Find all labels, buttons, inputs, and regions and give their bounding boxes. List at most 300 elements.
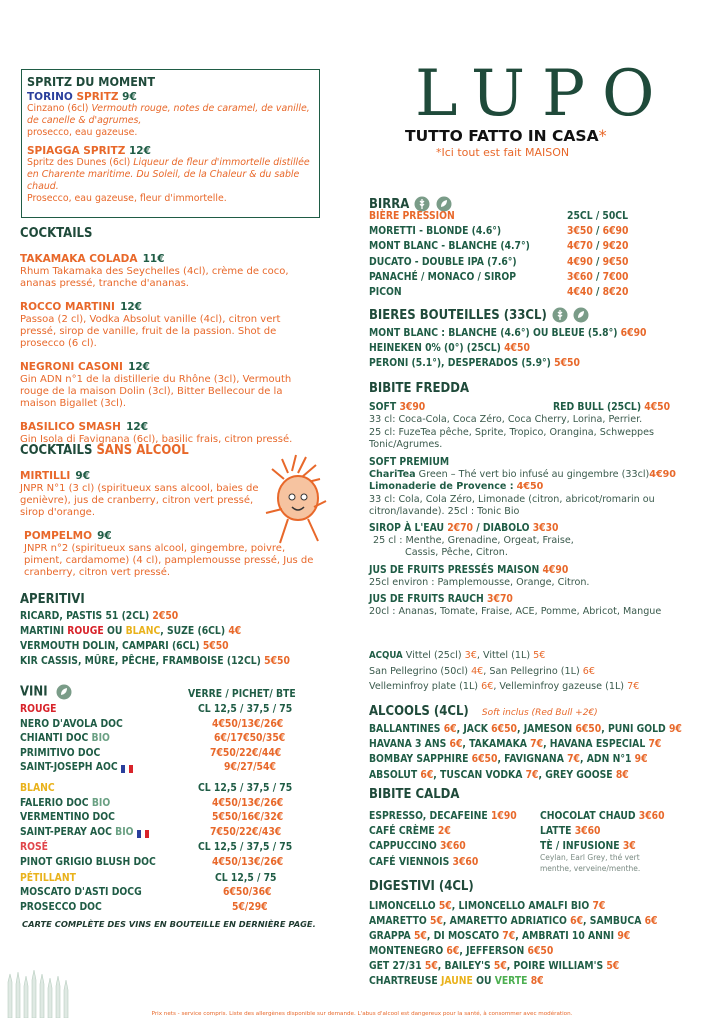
beer-price-25: 3€60 bbox=[567, 270, 593, 283]
alcool-name: BALLANTINES bbox=[369, 723, 444, 735]
vini-petillant-size: CL 12,5 / 75 bbox=[215, 871, 277, 884]
digestivo-name: , DI MOSCATO bbox=[426, 930, 503, 943]
vini-group-blanc bbox=[20, 781, 310, 796]
bouteille-row bbox=[369, 341, 646, 356]
calda-right bbox=[540, 809, 665, 855]
alcool-name: , TAKAMAKA bbox=[462, 738, 531, 751]
wine-row bbox=[20, 731, 310, 746]
wine-price: 4€50/13€/26€ bbox=[212, 855, 284, 868]
leaf-icon bbox=[56, 684, 72, 700]
soft-price: 3€90 bbox=[399, 401, 426, 413]
digestivo-name: , POIRE WILLIAM'S bbox=[506, 960, 607, 973]
calda-title: BIBITE CALDA bbox=[369, 787, 460, 802]
logo bbox=[405, 57, 672, 131]
cocktail-price: 12€ bbox=[120, 301, 142, 313]
aperitivi-section bbox=[20, 592, 320, 669]
rauch-label: JUS DE FRUITS RAUCH bbox=[369, 593, 484, 605]
wine-bio: BIO bbox=[115, 825, 134, 838]
mocktail-price: 9€ bbox=[75, 470, 91, 482]
bouteille-price: 5€50 bbox=[554, 357, 580, 369]
aperitivi-price: 2€50 bbox=[152, 610, 179, 622]
leaf-icon bbox=[573, 307, 589, 323]
presses-desc: 25cl environ : Pamplemousse, Orange, Citron. bbox=[369, 576, 590, 588]
spiaggia-desc-plain: Spritz des Dunes (6cl) bbox=[27, 157, 131, 168]
beer-row: PICON 4€40 / 8€20 bbox=[369, 286, 629, 299]
acqua-row bbox=[369, 664, 639, 680]
wine-price: 9€/27/54€ bbox=[224, 761, 276, 774]
alcool-price: 6€ bbox=[449, 738, 463, 751]
aperitivi-price: 4€ bbox=[228, 625, 242, 637]
beer-price-25: 3€50 bbox=[567, 225, 593, 238]
beer-price-25: 4€70 bbox=[567, 240, 593, 253]
wine-name: NERO D'AVOLA DOC bbox=[20, 717, 123, 730]
mocktail-price: 9€ bbox=[97, 530, 112, 542]
wine-bio: BIO bbox=[91, 796, 111, 809]
digestivi-line bbox=[369, 974, 658, 989]
wine-row bbox=[20, 900, 310, 915]
calda-left bbox=[369, 809, 517, 870]
wine-price: 7€50/22€/44€ bbox=[210, 746, 282, 759]
alcool-price: 7€ bbox=[567, 753, 580, 766]
limo-desc: 33 cl: Cola, Cola Zéro, Limonade (citron, abricot/romarin ou citron/lavande). 25cl : Tonic Bio bbox=[369, 493, 655, 517]
digestivo-name: LIMONCELLO bbox=[369, 900, 439, 912]
mocktail-desc: JNPR N°1 (3 cl) (spiritueux sans alcool, baies de genièvre), jus de cranberry, citron vert pressé, sirop d'orange. bbox=[20, 483, 259, 518]
soft-row bbox=[369, 400, 709, 414]
sirop-price: 2€70 bbox=[447, 521, 474, 534]
alcool-price: 6€50 bbox=[491, 723, 517, 735]
beer-row: PANACHÉ / MONACO / SIROP 3€60 / 7€00 bbox=[369, 270, 629, 283]
alcool-price: 6€50 bbox=[471, 753, 498, 766]
beer-name: MORETTI - BLONDE (4.6°) bbox=[369, 225, 502, 238]
wine-row bbox=[20, 855, 310, 870]
calda-row bbox=[540, 809, 665, 824]
digestivo-name: , AMARETTO ADRIATICO bbox=[442, 915, 571, 928]
vini-rose-size: CL 12,5 / 37,5 / 75 bbox=[198, 841, 293, 854]
redbull-price: 4€50 bbox=[644, 401, 671, 413]
charitea-row bbox=[369, 469, 709, 482]
aperitivi-price: 5€50 bbox=[264, 655, 290, 667]
cocktail-item bbox=[20, 415, 310, 446]
digestivo-ou: OU bbox=[472, 975, 495, 988]
bouteille-text: PERONI (5.1°), DESPERADOS (5.9°) bbox=[369, 357, 551, 369]
mocktail-desc: JNPR n°2 (spiritueux sans alcool, gingembre, poivre, piment, cardamome) (4 cl), pamplemousse pressé, Jus de cranberry, citron vert pressé. bbox=[24, 543, 314, 578]
vini-group-petillant bbox=[20, 871, 310, 886]
beer-price-50: 6€90 bbox=[602, 225, 629, 238]
alcool-name: , ADN N°1 bbox=[580, 753, 635, 766]
alcool-name: , PUNI GOLD bbox=[601, 723, 669, 735]
sirop-label: SIROP À L'EAU bbox=[369, 521, 444, 534]
acqua-row bbox=[369, 679, 639, 695]
calda-name: CAFÉ VIENNOIS bbox=[369, 855, 453, 868]
vini-note: CARTE COMPLÈTE DES VINS EN BOUTEILLE EN DERNIÈRE PAGE. bbox=[22, 919, 316, 929]
alcools-note: Soft inclus (Red Bull +2€) bbox=[481, 708, 598, 718]
logo-name: LUPO bbox=[415, 57, 672, 131]
wine-name: PRIMITIVO DOC bbox=[20, 746, 101, 759]
calda-row bbox=[369, 839, 517, 854]
digestivo-price: 8€ bbox=[527, 975, 544, 988]
wine-name: MOSCATO D'ASTI DOCG bbox=[20, 886, 142, 899]
beer-name: DUCATO - DOUBLE IPA (7.6°) bbox=[369, 255, 517, 268]
charitea-desc: Green – Thé vert bio infusé au gingembre (33cl) bbox=[415, 468, 650, 480]
wine-row bbox=[20, 796, 310, 811]
digestivi-line bbox=[369, 959, 658, 974]
digestivo-name: , SAMBUCA bbox=[583, 915, 645, 928]
wine-name: SAINT-PERAY AOC bbox=[20, 825, 112, 838]
acqua-item: , San Pellegrino (1L) bbox=[483, 665, 580, 677]
alcool-price: 9€ bbox=[634, 753, 648, 766]
spiaggia-price: 12€ bbox=[129, 145, 151, 157]
cocktail-desc: Gin Isola di Favignana (6cl), basilic frais, citron pressé. bbox=[20, 434, 293, 445]
alcool-price: 9€ bbox=[668, 723, 682, 735]
digestivo-price: 5€ bbox=[430, 915, 443, 928]
calda-price: 3€ bbox=[622, 840, 636, 853]
calda-price: 3€60 bbox=[439, 840, 466, 853]
tagline-star: * bbox=[598, 126, 607, 145]
vini-blanc-label: BLANC bbox=[20, 781, 55, 794]
aperitivi-price: 5€50 bbox=[202, 640, 229, 652]
beer-price-50: 9€50 bbox=[602, 255, 629, 268]
calda-row bbox=[369, 855, 517, 870]
beer-name: PICON bbox=[369, 286, 402, 299]
digestivo-name: , LIMONCELLO AMALFI BIO bbox=[451, 900, 593, 912]
aperitivi-text: RICARD, PASTIS 51 (2CL) bbox=[20, 610, 150, 622]
premium-label: SOFT PREMIUM bbox=[369, 455, 450, 468]
sans-alcool-title2: SANS ALCOOL bbox=[96, 443, 189, 458]
alcools-title bbox=[369, 700, 598, 719]
alcools-line bbox=[369, 752, 682, 767]
calda-price: 1€90 bbox=[490, 810, 517, 822]
rauch-row bbox=[369, 592, 709, 606]
soft-label: SOFT bbox=[369, 401, 397, 413]
torino-desc-plain: Cinzano (6cl) bbox=[27, 103, 89, 114]
wine-name: VERMENTINO DOC bbox=[20, 811, 115, 824]
wine-row bbox=[20, 825, 310, 840]
sirop-desc2: Cassis, Pêche, Citron. bbox=[405, 547, 508, 558]
aperitivi-line bbox=[20, 624, 320, 639]
alcool-price: 8€ bbox=[615, 768, 629, 781]
wine-row bbox=[20, 746, 310, 761]
vini-blanc-size: CL 12,5 / 37,5 / 75 bbox=[198, 781, 293, 794]
vini-group-rose bbox=[20, 840, 310, 855]
vini-header: VERRE / PICHET/ BTE bbox=[188, 688, 296, 700]
bouteilles-title bbox=[369, 304, 589, 323]
alcool-name: ABSOLUT bbox=[369, 768, 421, 781]
digestivo-price: 7€ bbox=[592, 900, 606, 912]
cocktail-desc: Passoa (2 cl), Vodka Absolut vanille (4cl), citron vert pressé, sirop de vanille, fruit de la passion. Shot de prosecco (6 cl). bbox=[20, 314, 281, 349]
beer-price-50: 7€00 bbox=[602, 270, 629, 283]
birra-title-text: BIRRA bbox=[369, 197, 410, 212]
calda-name: ESPRESSO, DECAFEINE bbox=[369, 810, 491, 822]
birra-cols: 25CL / 50CL bbox=[567, 210, 629, 222]
redbull-label: RED BULL (25CL) bbox=[553, 401, 642, 413]
digestivo-price: 6€50 bbox=[527, 945, 554, 958]
beer-name: PANACHÉ / MONACO / SIROP bbox=[369, 270, 517, 283]
aperitivi-line bbox=[20, 654, 320, 669]
spiaggia-desc2: Prosecco, eau gazeuse, fleur d'immortelle. bbox=[27, 193, 227, 204]
birra-list bbox=[369, 209, 699, 300]
torino-price: 9€ bbox=[122, 91, 137, 103]
vini-title bbox=[20, 684, 72, 700]
alcool-name: , HAVANA ESPECIAL bbox=[543, 738, 649, 751]
vini-rouge-label: ROUGE bbox=[20, 703, 57, 715]
soft-desc2: 25 cl: FuzeTea pêche, Sprite, Tropico, Orangina, Schweppes Tonic/Agrumes. bbox=[369, 426, 655, 450]
torino-desc2: prosecco, eau gazeuse. bbox=[27, 127, 138, 138]
cocktail-name: NEGRONI CASONI bbox=[20, 361, 123, 373]
beer-name: MONT BLANC - BLANCHE (4.7°) bbox=[369, 240, 530, 253]
acqua-price: 5€ bbox=[533, 650, 546, 661]
mascot-illustration bbox=[262, 453, 332, 563]
digestivo-price: 9€ bbox=[617, 930, 631, 943]
digestivo-name: GRAPPA bbox=[369, 930, 414, 943]
digestivo-name: , AMBRATI 10 ANNI bbox=[515, 930, 618, 943]
cocktail-price: 12€ bbox=[128, 361, 150, 373]
aperitivi-blanc: BLANC bbox=[125, 625, 161, 637]
spritz-title: SPRITZ DU MOMENT bbox=[27, 74, 156, 89]
aperitivi-line bbox=[20, 609, 320, 624]
acqua-label: ACQUA bbox=[369, 650, 403, 661]
wine-row bbox=[20, 810, 310, 825]
wine-bio: BIO bbox=[91, 732, 110, 745]
alcool-price: 7€ bbox=[530, 738, 544, 751]
acqua-price: 3€ bbox=[464, 650, 477, 661]
alcool-name: , JACK bbox=[456, 723, 492, 735]
birra-sub: BIÈRE PRESSION bbox=[369, 210, 455, 222]
birra-header-row bbox=[369, 209, 699, 224]
calda-price: 2€ bbox=[437, 825, 451, 838]
diabolo-price: 3€30 bbox=[532, 521, 559, 534]
acqua-item: San Pellegrino (50cl) bbox=[369, 665, 469, 677]
cocktails-title: COCKTAILS bbox=[20, 226, 93, 241]
wine-row bbox=[20, 885, 310, 900]
rauch-price: 3€70 bbox=[487, 593, 513, 605]
french-flag-icon bbox=[137, 828, 149, 836]
bouteille-price: 4€50 bbox=[504, 342, 530, 354]
beer-price-50: 9€20 bbox=[602, 240, 629, 253]
cocktail-name: TAKAMAKA COLADA bbox=[20, 253, 138, 265]
sans-alcool-title1: COCKTAILS bbox=[20, 443, 93, 458]
bouteille-text: MONT BLANC : BLANCHE (4.6°) OU BLEUE (5.8°) bbox=[369, 327, 618, 339]
diabolo-label: / DIABOLO bbox=[473, 521, 533, 534]
alcool-name: BOMBAY SAPPHIRE bbox=[369, 753, 472, 766]
digestivi-line bbox=[369, 929, 658, 944]
acqua-item: , Vittel (1L) bbox=[476, 650, 531, 661]
acqua-price: 4€ bbox=[471, 665, 484, 677]
soft-desc1: 33 cl: Coca-Cola, Coca Zéro, Coca Cherry, Lorina, Perrier. bbox=[369, 414, 643, 425]
calda-name: TÈ / INFUSIONE bbox=[540, 840, 623, 853]
aperitivi-rouge: ROUGE bbox=[67, 625, 104, 637]
wine-price: 6€50/36€ bbox=[223, 886, 272, 899]
beer-price-25: 4€90 bbox=[567, 255, 593, 268]
torino-desc bbox=[27, 103, 312, 139]
digestivi-line bbox=[369, 944, 658, 959]
cocktail-item bbox=[20, 355, 310, 410]
wine-row bbox=[20, 760, 310, 775]
calda-price: 3€60 bbox=[574, 825, 601, 838]
beer-row: MONT BLANC - BLANCHE (4.7°) 4€70 / 9€20 bbox=[369, 240, 629, 253]
cocktail-price: 12€ bbox=[126, 421, 148, 433]
acqua-section bbox=[369, 648, 639, 695]
wine-price: 5€/29€ bbox=[232, 900, 268, 913]
wine-price: 4€50/13€/26€ bbox=[212, 796, 284, 809]
acqua-item: Velleminfroy plate (1L) bbox=[369, 681, 479, 692]
alcools-title-text: ALCOOLS (4CL) bbox=[369, 704, 469, 719]
alcool-name: HAVANA 3 ANS bbox=[369, 738, 450, 751]
calda-row bbox=[369, 809, 517, 824]
sirop-row bbox=[369, 521, 709, 535]
spritz-section bbox=[27, 74, 312, 205]
acqua-item: , Velleminfroy gazeuse (1L) bbox=[493, 681, 625, 692]
vini-group-rouge bbox=[20, 702, 310, 717]
presses-label: JUS DE FRUITS PRESSÉS MAISON bbox=[369, 563, 540, 576]
cocktail-desc: Rhum Takamaka des Seychelles (4cl), crème de coco, ananas pressé, tranche d'ananas. bbox=[20, 266, 289, 289]
wine-price: 6€/17€50/35€ bbox=[214, 732, 286, 745]
alcool-name: , GREY GOOSE bbox=[538, 768, 616, 781]
bouteille-price: 6€90 bbox=[620, 327, 647, 339]
wine-name: FALERIO DOC bbox=[20, 796, 89, 809]
presses-price: 4€90 bbox=[542, 563, 569, 576]
wine-name: SAINT-JOSEPH AOC bbox=[20, 761, 118, 774]
acqua-price: 6€ bbox=[481, 681, 494, 692]
alcools-line bbox=[369, 737, 682, 752]
presses-row bbox=[369, 563, 709, 577]
cocktail-item bbox=[20, 247, 310, 290]
calda-name: CAFÉ CRÈME bbox=[369, 825, 438, 838]
digestivo-price: 6€ bbox=[570, 915, 584, 928]
aperitivi-title: APERITIVI bbox=[20, 592, 85, 607]
tea-desc: Ceylan, Earl Grey, thé vert menthe, verveine/menthe. bbox=[540, 853, 641, 873]
wine-price: 4€50/13€/26€ bbox=[212, 717, 284, 730]
tagline-text: TUTTO FATTO IN CASA bbox=[405, 127, 599, 145]
fredda-section bbox=[369, 400, 709, 619]
limo-row bbox=[369, 481, 709, 494]
alcool-name: , FAVIGNANA bbox=[497, 753, 568, 766]
torino-desc-italic: Vermouth rouge, notes de caramel, de vanille, de canelle & d'agrumes, bbox=[27, 103, 310, 126]
cocktail-price: 11€ bbox=[142, 253, 165, 265]
wine-name: CHIANTI DOC bbox=[20, 732, 89, 745]
spiaggia-line bbox=[27, 145, 312, 157]
torino-line bbox=[27, 91, 312, 103]
digestivo-name: AMARETTO bbox=[369, 915, 430, 928]
wine-price: 7€50/22€/43€ bbox=[210, 825, 282, 838]
digestivo-price: 5€ bbox=[438, 900, 452, 912]
alcool-price: 6€ bbox=[443, 723, 457, 735]
alcools-line bbox=[369, 722, 682, 737]
wine-price: 5€50/16€/32€ bbox=[212, 811, 284, 824]
sirop-desc: 25 cl : Menthe, Grenadine, Orgeat, Fraise, bbox=[373, 534, 574, 546]
charitea-price: 4€90 bbox=[649, 468, 676, 480]
aperitivi-text: KIR CASSIS, MÛRE, PÊCHE, FRAMBOISE (12CL) bbox=[20, 655, 261, 667]
acqua-row bbox=[369, 648, 639, 664]
bouteille-text: HEINEKEN 0% (0°) (25CL) bbox=[369, 342, 501, 354]
beer-price-50: 8€20 bbox=[602, 286, 629, 299]
digestivo-verte: VERTE bbox=[494, 975, 528, 988]
subtag: *Ici tout est fait MAISON bbox=[436, 146, 570, 159]
vini-list bbox=[20, 702, 310, 914]
alcools-list bbox=[369, 722, 682, 783]
digestivo-name: CHARTREUSE bbox=[369, 975, 441, 988]
calda-price: 3€60 bbox=[638, 810, 665, 822]
mocktail-item bbox=[20, 464, 260, 519]
cocktail-name: BASILICO SMASH bbox=[20, 421, 121, 433]
charitea-name: ChariTea bbox=[369, 468, 416, 480]
digestivo-name: , BAILEY'S bbox=[437, 960, 494, 973]
calda-name: CAPPUCCINO bbox=[369, 840, 440, 853]
cocktails-section bbox=[20, 226, 310, 446]
vini-title-text: VINI bbox=[20, 684, 48, 700]
mocktail-name: MIRTILLI bbox=[20, 470, 71, 482]
alcools-line bbox=[369, 768, 682, 783]
calda-row bbox=[369, 824, 517, 839]
acqua-price: 6€ bbox=[582, 665, 595, 677]
alcool-name: , TUSCAN VODKA bbox=[433, 768, 526, 781]
calda-name: LATTE bbox=[540, 825, 575, 838]
limo-price: 4€50 bbox=[516, 481, 544, 492]
calda-row bbox=[540, 824, 665, 839]
digestivi-line bbox=[369, 899, 658, 914]
digestivo-name: , JEFFERSON bbox=[459, 945, 528, 958]
mocktail-name: POMPELMO bbox=[24, 530, 93, 542]
bouteille-row bbox=[369, 356, 646, 371]
alcool-price: 7€ bbox=[525, 768, 539, 781]
aperitivi-text: VERMOUTH DOLIN, CAMPARI (6CL) bbox=[20, 640, 200, 652]
rauch-desc: 20cl : Ananas, Tomate, Fraise, ACE, Pomme, Abricot, Mangue bbox=[369, 606, 662, 617]
french-flag-icon bbox=[121, 763, 133, 771]
cocktail-item bbox=[20, 295, 310, 350]
aperitivi-line bbox=[20, 639, 320, 654]
digestivi-line bbox=[369, 914, 658, 929]
aperitivi-text2: , SUZE (6CL) bbox=[160, 625, 226, 637]
beer-row: DUCATO - DOUBLE IPA (7.6°) 4€90 / 9€50 bbox=[369, 255, 629, 268]
wine-name: PINOT GRIGIO BLUSH DOC bbox=[20, 855, 156, 868]
cocktail-name: ROCCO MARTINI bbox=[20, 301, 115, 313]
bouteille-row bbox=[369, 326, 646, 341]
vini-petillant-label: PÉTILLANT bbox=[20, 871, 76, 884]
alcool-name: , JAMESON bbox=[516, 723, 576, 735]
digestivo-price: 6€ bbox=[446, 945, 460, 958]
alcool-price: 6€ bbox=[420, 768, 434, 781]
digestivo-price: 5€ bbox=[606, 960, 620, 973]
torino-name: TORINO bbox=[27, 91, 73, 103]
wine-row bbox=[20, 717, 310, 732]
spiaggia-desc bbox=[27, 157, 312, 205]
vini-rouge-size: CL 12,5 / 37,5 / 75 bbox=[198, 703, 293, 715]
wheat-icon bbox=[552, 307, 568, 323]
beer-row: MORETTI - BLONDE (4.6°) 3€50 / 6€90 bbox=[369, 225, 629, 238]
digestivi-title: DIGESTIVI (4CL) bbox=[369, 879, 474, 894]
acqua-item: Vittel (25cl) bbox=[402, 650, 462, 661]
cocktail-desc: Gin ADN n°1 de la distillerie du Rhône (3cl), Vermouth rouge de la maison Dolin (3cl), Bitter Bellecour de la maison Bigallet (3cl). bbox=[20, 374, 292, 409]
digestivo-name: MONTENEGRO bbox=[369, 945, 447, 958]
acqua-price: 7€ bbox=[627, 681, 640, 692]
torino-name2: SPRITZ bbox=[76, 91, 119, 103]
footer-note: Prix nets - service compris. Liste des allergènes disponible sur demande. L'abus d'alcool est dangereux pour la santé, à consommer avec modération. bbox=[151, 1011, 573, 1017]
digestivo-jaune: JAUNE bbox=[440, 975, 473, 988]
vini-rose-label: ROSÉ bbox=[20, 841, 49, 854]
bouteilles-title-text: BIERES BOUTEILLES (33CL) bbox=[369, 308, 547, 323]
digestivo-price: 5€ bbox=[413, 930, 427, 943]
fredda-title: BIBITE FREDDA bbox=[369, 381, 470, 396]
digestivo-price: 6€ bbox=[644, 915, 658, 928]
alcool-price: 6€50 bbox=[575, 723, 602, 735]
limo-name: Limonaderie de Provence : bbox=[369, 481, 514, 492]
spiaggia-desc-italic: Liqueur de fleur d'immortelle distillée en Charente maritime. Du Soleil, de la Chaleur & du sable chaud. bbox=[27, 157, 310, 192]
digestivo-price: 5€ bbox=[493, 960, 507, 973]
wine-name: PROSECCO DOC bbox=[20, 900, 102, 913]
digestivo-price: 5€ bbox=[424, 960, 438, 973]
digestivi-list bbox=[369, 899, 658, 990]
digestivo-price: 7€ bbox=[502, 930, 516, 943]
digestivo-name: GET 27/31 bbox=[369, 960, 425, 973]
